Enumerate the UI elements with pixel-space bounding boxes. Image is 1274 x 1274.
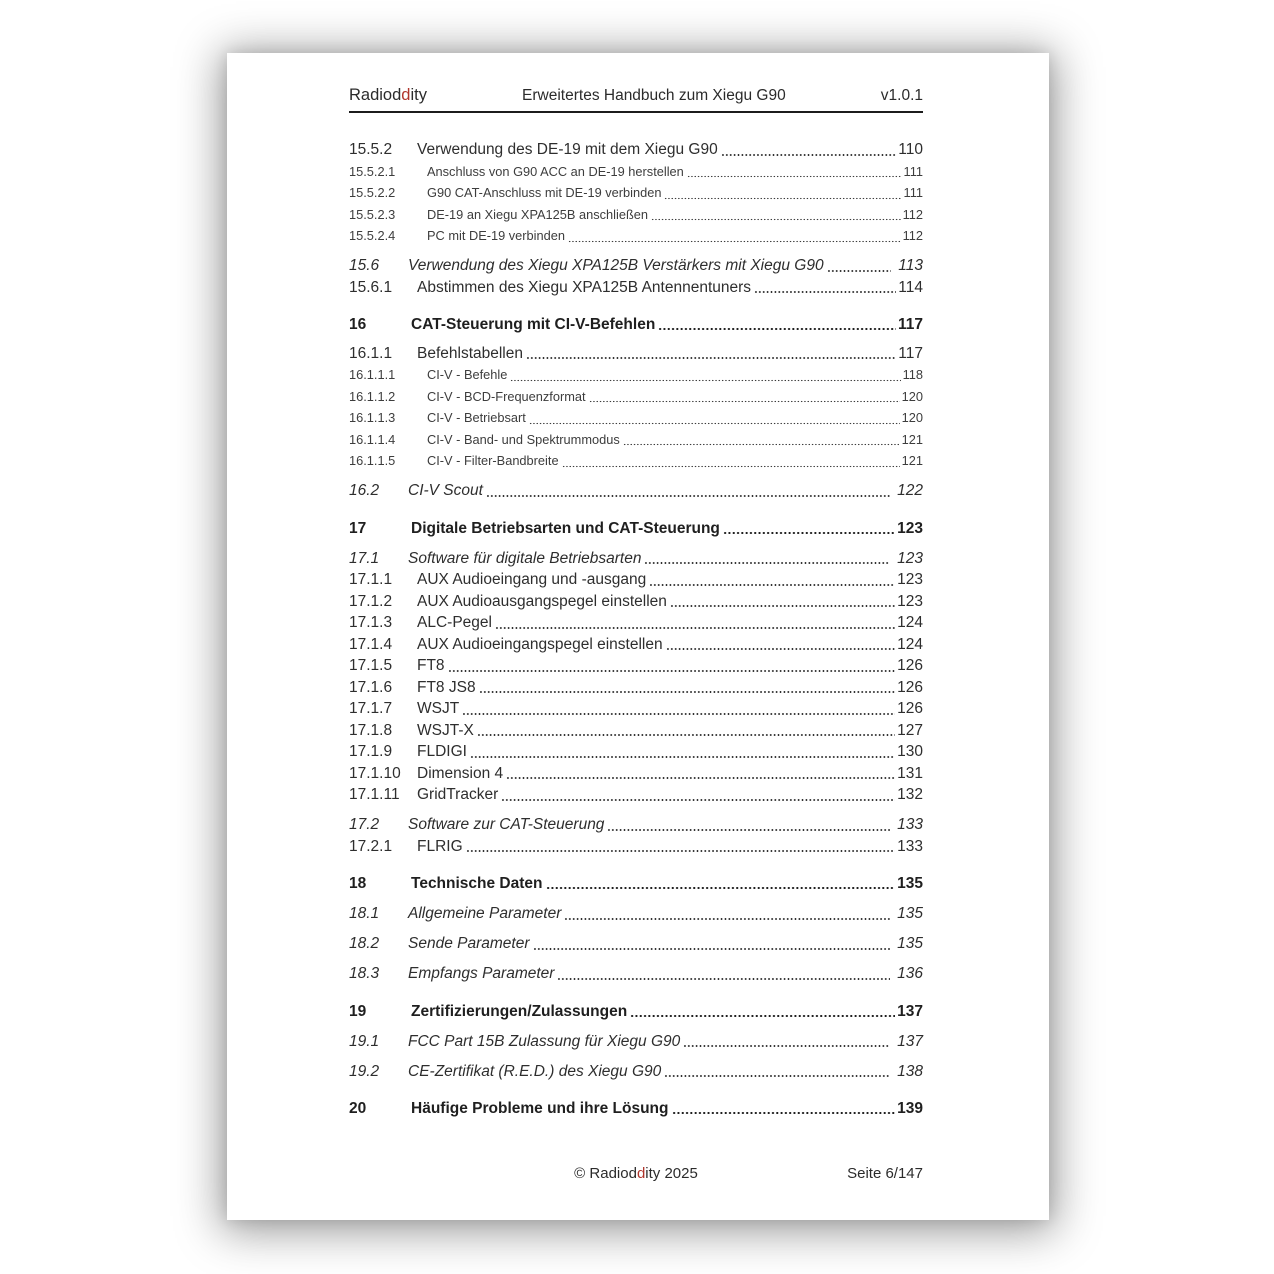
toc-entry-number: 16.1.1.1 [349,367,396,382]
toc-entry-title: ALC-Pegel [417,614,492,631]
toc-dot-leader [754,277,896,299]
toc-dot-leader [479,677,896,699]
toc-entry [349,763,923,785]
toc-dot-leader [470,741,895,763]
toc-entry-page: 138 [897,1062,923,1080]
toc-entry [349,677,923,699]
toc-entry-number: 16.1.1 [349,344,393,362]
toc-entry-page: 126 [897,700,923,717]
toc-entry-title: Software für digitale Betriebsarten [408,549,642,567]
toc-dot-leader [644,548,890,570]
toc-dot-leader [723,518,895,540]
toc-entry-page: 136 [897,965,923,982]
toc-entry-number: 17.1.7 [349,700,393,717]
toc-entry-title: AUX Audioausgangspegel einstellen [417,592,667,610]
toc-entry-title: Dimension 4 [417,764,504,782]
toc-dot-leader [666,634,896,656]
toc-entry-page: 123 [897,519,923,537]
toc-entry-number: 19.2 [349,1062,380,1080]
toc-entry-title: CI-V - Filter-Bandbreite [427,453,559,468]
toc-dot-leader [466,836,895,858]
toc-entry-page: 133 [897,837,923,855]
toc-entry [349,548,923,570]
toc-entry-page: 110 [898,141,923,158]
toc-entry-number: 17.1.4 [349,635,393,653]
toc-entry-number: 17.2 [349,816,380,833]
toc-entry [349,255,923,277]
toc-entry-title: Zertifizierungen/Zulassungen [411,1002,628,1020]
brand-logo-text [349,86,427,105]
toc-entry-number: 16.2 [349,482,380,499]
toc-entry-page: 111 [903,163,923,179]
toc-entry [349,1001,923,1023]
toc-entry [349,518,923,540]
toc-dot-leader [607,814,890,836]
toc-entry-title: Sende Parameter [408,935,530,952]
copyright-text-pre: © Radiod [574,1165,637,1182]
toc-dot-leader [664,1061,890,1083]
toc-entry-number: 18.3 [349,965,380,982]
toc-entry-title: Software zur CAT-Steuerung [408,816,605,833]
toc-entry-title: G90 CAT-Anschluss mit DE-19 verbinden [427,185,662,200]
toc-entry-title: FT8 JS8 [417,678,476,696]
toc-entry-title: CAT-Steuerung mit CI-V-Befehlen [411,316,656,333]
toc-entry-title: Abstimmen des Xiegu XPA125B Antennentuners [417,278,752,296]
toc-entry-title: DE-19 an Xiegu XPA125B anschließen [427,206,649,222]
toc-entry-page: 117 [898,344,923,362]
toc-entry-number: 17.1.2 [349,592,393,610]
toc-entry-page: 117 [897,316,923,333]
toc-entry-page: 113 [898,257,923,274]
toc-dot-leader [510,364,900,386]
toc-entry-number: 15.6.1 [349,278,393,296]
toc-entry-page: 118 [902,367,923,382]
toc-entry-page: 121 [901,431,923,447]
toc-entry [349,655,923,677]
toc-entry [349,480,923,502]
toc-entry-page: 135 [897,935,923,952]
toc-entry-number: 18.2 [349,935,380,952]
toc-entry-number: 20 [349,1100,367,1117]
toc-entry-number: 17.2.1 [349,837,393,855]
document-page [227,53,1049,1220]
toc-entry [349,343,923,365]
page-number-label: Seite 6/147 [847,1165,923,1182]
toc-entry-title: GridTracker [417,786,499,803]
toc-dot-leader [526,343,896,365]
toc-entry-title: AUX Audioeingangspegel einstellen [417,635,663,653]
toc-entry-page: 139 [897,1100,923,1117]
toc-entry [349,963,923,985]
toc-dot-leader [495,612,895,634]
toc-entry-number: 17.1.10 [349,764,401,782]
toc-dot-leader [623,429,900,451]
copyright-text-post: ity 2025 [645,1165,698,1182]
toc-entry-number: 16.1.1.4 [349,431,396,447]
toc-entry-page: 131 [897,764,923,782]
toc-entry-title: Anschluss von G90 ACC an DE-19 herstellen [427,163,684,179]
toc-entry-page: 112 [902,228,923,243]
toc-entry-page: 122 [897,482,923,499]
toc-entry [349,225,923,247]
toc-dot-leader [664,182,901,204]
toc-dot-leader [672,1098,896,1120]
toc-entry [349,720,923,742]
toc-entry-number: 16.1.1.5 [349,453,396,468]
toc-entry [349,903,923,925]
toc-entry [349,569,923,591]
toc-entry-number: 15.5.2 [349,141,393,158]
toc-entry [349,1061,923,1083]
toc-entry [349,364,923,386]
toc-dot-leader [462,698,895,720]
copyright-text-accent: d [636,1165,646,1182]
toc-entry [349,698,923,720]
toc-entry-page: 132 [897,786,923,803]
toc-entry-number: 17.1.9 [349,743,393,760]
toc-entry-title: FT8 [417,657,445,674]
toc-entry-title: Digitale Betriebsarten und CAT-Steuerung [411,519,720,537]
toc-entry [349,634,923,656]
table-of-contents [349,139,923,1120]
toc-dot-leader [649,569,895,591]
toc-dot-leader [506,763,895,785]
toc-entry [349,161,923,183]
toc-entry-page: 133 [897,816,923,833]
toc-entry [349,204,923,226]
brand-text-pre: Radiod [349,86,402,104]
toc-entry-title: AUX Audioeingang und -ausgang [417,571,647,588]
toc-dot-leader [557,963,890,985]
toc-dot-leader [546,873,896,895]
toc-entry-page: 137 [897,1032,923,1050]
toc-entry [349,1031,923,1053]
toc-entry [349,182,923,204]
toc-dot-leader [630,1001,895,1023]
toc-entry [349,386,923,408]
toc-entry-number: 17.1.3 [349,614,393,631]
toc-entry-title: Verwendung des Xiegu XPA125B Verstärkers mit Xiegu G90 [408,257,824,274]
toc-entry-number: 19 [349,1002,367,1020]
toc-entry [349,814,923,836]
toc-entry-number: 15.5.2.1 [349,163,396,179]
toc-entry-page: 123 [897,571,923,588]
toc-dot-leader [529,407,900,429]
toc-entry-page: 137 [897,1002,923,1020]
toc-entry-page: 135 [897,905,923,922]
toc-entry-title: CI-V - Betriebsart [427,410,526,425]
toc-entry-page: 120 [901,388,923,404]
toc-entry-page: 124 [897,614,923,631]
toc-dot-leader [589,386,900,408]
toc-entry [349,450,923,472]
toc-entry-title: Allgemeine Parameter [408,905,562,922]
toc-entry-number: 17.1.11 [349,786,400,803]
toc-entry-title: Befehlstabellen [417,344,523,362]
toc-entry-number: 17 [349,519,367,537]
toc-entry [349,1098,923,1120]
toc-entry-number: 15.5.2.2 [349,185,396,200]
toc-entry-title: FLRIG [417,837,463,855]
toc-entry-title: WSJT [417,700,460,717]
toc-entry-page: 111 [903,185,923,200]
toc-entry-page: 123 [897,549,923,567]
toc-entry-number: 16.1.1.2 [349,388,396,404]
toc-entry [349,784,923,806]
toc-entry-page: 120 [901,410,923,425]
toc-dot-leader [658,314,896,336]
toc-entry-number: 16 [349,316,367,333]
toc-entry-page: 124 [897,635,923,653]
toc-entry-number: 17.1.5 [349,657,393,674]
toc-dot-leader [448,655,896,677]
toc-entry-title: CI-V - BCD-Frequenzformat [427,388,586,404]
toc-dot-leader [568,225,901,247]
toc-entry [349,873,923,895]
toc-entry-title: FCC Part 15B Zulassung für Xiegu G90 [408,1032,681,1050]
toc-entry [349,277,923,299]
toc-dot-leader [477,720,895,742]
toc-entry-number: 17.1.8 [349,721,393,739]
toc-entry-title: CI-V - Band- und Spektrummodus [427,431,620,447]
toc-entry-number: 18 [349,875,367,892]
toc-entry [349,139,923,161]
toc-entry-number: 17.1.1 [349,571,393,588]
toc-entry-title: PC mit DE-19 verbinden [427,228,565,243]
toc-entry [349,591,923,613]
toc-dot-leader [721,139,897,161]
toc-entry-page: 130 [897,743,923,760]
toc-dot-leader [670,591,895,613]
page-footer [349,1165,923,1182]
toc-entry-page: 114 [898,278,923,296]
toc-entry-title: FLDIGI [417,743,467,760]
toc-dot-leader [687,161,902,183]
page-header [349,86,923,113]
toc-entry-number: 15.5.2.4 [349,228,396,243]
toc-entry-title: CI-V Scout [408,482,483,499]
toc-entry [349,314,923,336]
toc-entry-number: 17.1.6 [349,678,393,696]
toc-entry [349,741,923,763]
toc-entry-number: 15.5.2.3 [349,206,396,222]
toc-dot-leader [501,784,895,806]
page-content [349,53,923,1127]
copyright-text [349,1165,923,1182]
toc-entry-title: CI-V - Befehle [427,367,508,382]
toc-dot-leader [533,933,891,955]
toc-entry-number: 16.1.1.3 [349,410,396,425]
toc-entry-number: 15.6 [349,257,380,274]
brand-text-accent: d [401,86,411,104]
toc-entry-page: 127 [897,721,923,739]
toc-entry-title: Technische Daten [411,875,543,892]
toc-dot-leader [564,903,890,925]
toc-entry-page: 123 [897,592,923,610]
toc-entry [349,612,923,634]
toc-dot-leader [683,1031,890,1053]
toc-entry [349,836,923,858]
toc-entry-page: 135 [897,875,923,892]
toc-entry-title: Häufige Probleme und ihre Lösung [411,1100,669,1117]
toc-entry-number: 19.1 [349,1032,380,1050]
toc-dot-leader [651,204,901,226]
version-label: v1.0.1 [880,87,923,104]
toc-entry-page: 121 [901,453,923,468]
toc-entry-title: CE-Zertifikat (R.E.D.) des Xiegu G90 [408,1062,662,1080]
toc-entry-number: 18.1 [349,905,380,922]
toc-entry-page: 112 [902,206,923,222]
toc-entry [349,429,923,451]
toc-dot-leader [486,480,890,502]
toc-entry [349,933,923,955]
toc-dot-leader [827,255,892,277]
brand-text-post: ity [410,86,427,104]
toc-entry-page: 126 [897,678,923,696]
toc-entry-title: WSJT-X [417,721,474,739]
document-title: Erweitertes Handbuch zum Xiegu G90 [522,87,786,104]
toc-entry-title: Verwendung des DE-19 mit dem Xiegu G90 [417,141,718,158]
toc-entry-page: 126 [897,657,923,674]
toc-entry-title: Empfangs Parameter [408,965,555,982]
toc-dot-leader [562,450,900,472]
toc-entry-number: 17.1 [349,549,380,567]
toc-entry [349,407,923,429]
